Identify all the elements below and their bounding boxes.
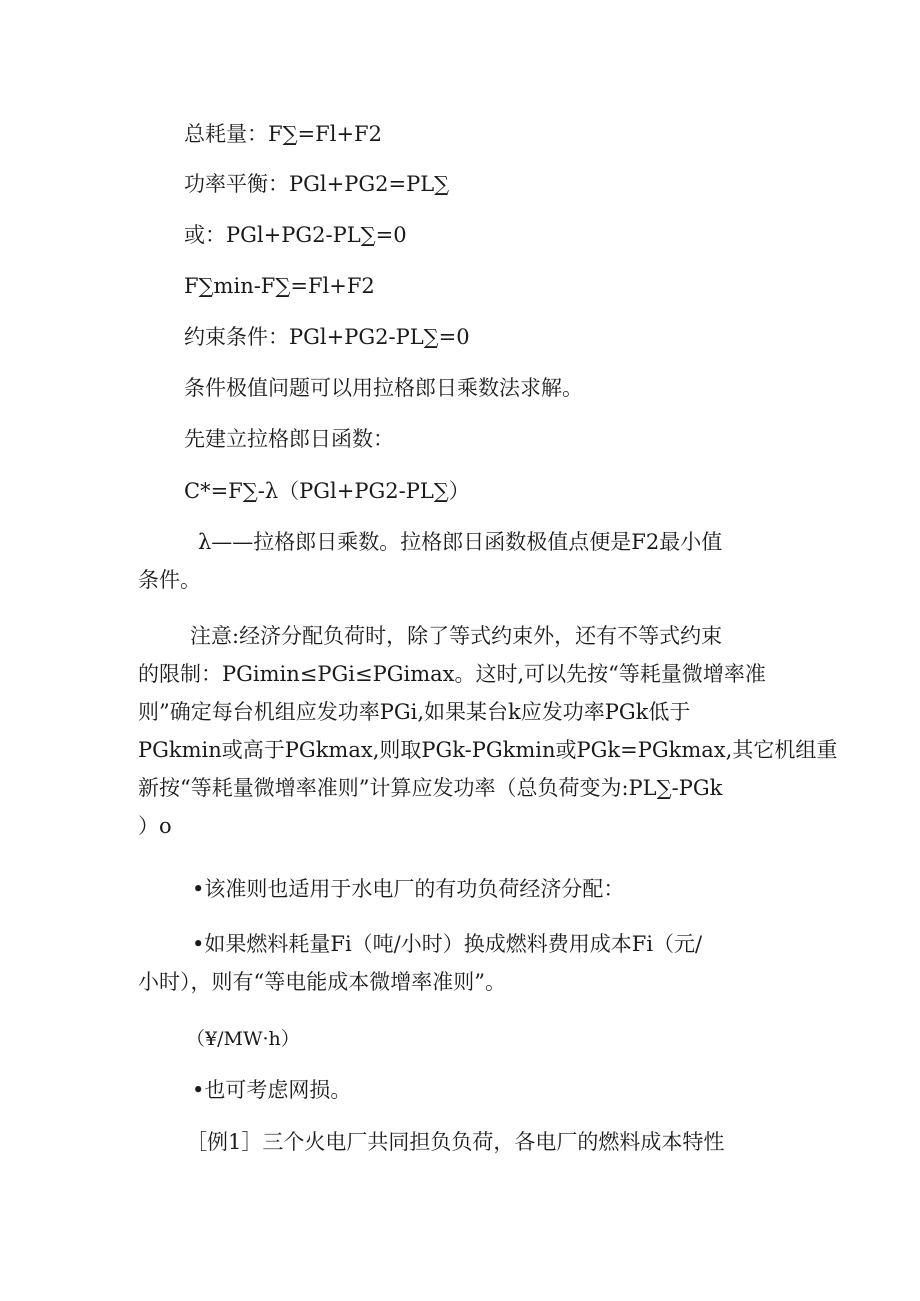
note-paragraph-line-2: 的限制：PGimin≤PGi≤PGimax。这时,可以先按“等耗量微增率准 [138,662,766,686]
bullet-network-loss: •也可考虑网损。 [192,1078,352,1102]
power-balance-alt-line: 或：PGl+PG2-PL∑=0 [184,223,407,247]
note-paragraph-line-3: 则”确定每台机组应发功率PGi,如果某台k应发功率PGk低于 [138,700,691,724]
note-paragraph-line-6: ）o [138,814,172,838]
note-paragraph-line-1: 注意:经济分配负荷时，除了等式约束外，还有不等式约束 [190,624,723,648]
lambda-definition-cont: 条件。 [138,568,201,592]
lagrange-function-line: C*=F∑-λ（PGl+PG2-PL∑） [184,479,470,503]
example-heading-line: ［例1］三个火电厂共同担负负荷，各电厂的燃料成本特性 [186,1130,725,1154]
constraint-line: 约束条件：PGl+PG2-PL∑=0 [184,325,470,349]
total-consumption-line: 总耗量：F∑=Fl+F2 [184,122,382,146]
note-paragraph-line-4: PGkmin或高于PGkmax,则取PGk-PGkmin或PGk=PGkmax,其它机组重 [138,738,838,762]
lagrange-method-line: 条件极值问题可以用拉格郎日乘数法求解。 [184,376,583,400]
bullet-fuel-cost-line-2: 小时），则有“等电能成本微增率准则”。 [138,970,506,994]
objective-line: F∑min-F∑=Fl+F2 [184,274,375,298]
bullet-fuel-cost-line-1: •如果燃料耗量Fi（吨/小时）换成燃料费用成本Fi（元/ [192,932,703,956]
power-balance-line: 功率平衡：PGl+PG2=PL∑ [184,172,450,196]
bullet-hydro: •该准则也适用于水电厂的有功负荷经济分配： [192,877,625,901]
note-paragraph-line-5: 新按“等耗量微增率准则”计算应发功率（总负荷变为:PL∑-PGk [138,776,723,800]
lambda-definition-line: λ——拉格郎日乘数。拉格郎日函数极值点便是F2最小值 [198,530,723,554]
unit-line: （¥/MW·h） [186,1028,300,1050]
lagrange-function-intro-line: 先建立拉格郎日函数： [184,427,394,451]
